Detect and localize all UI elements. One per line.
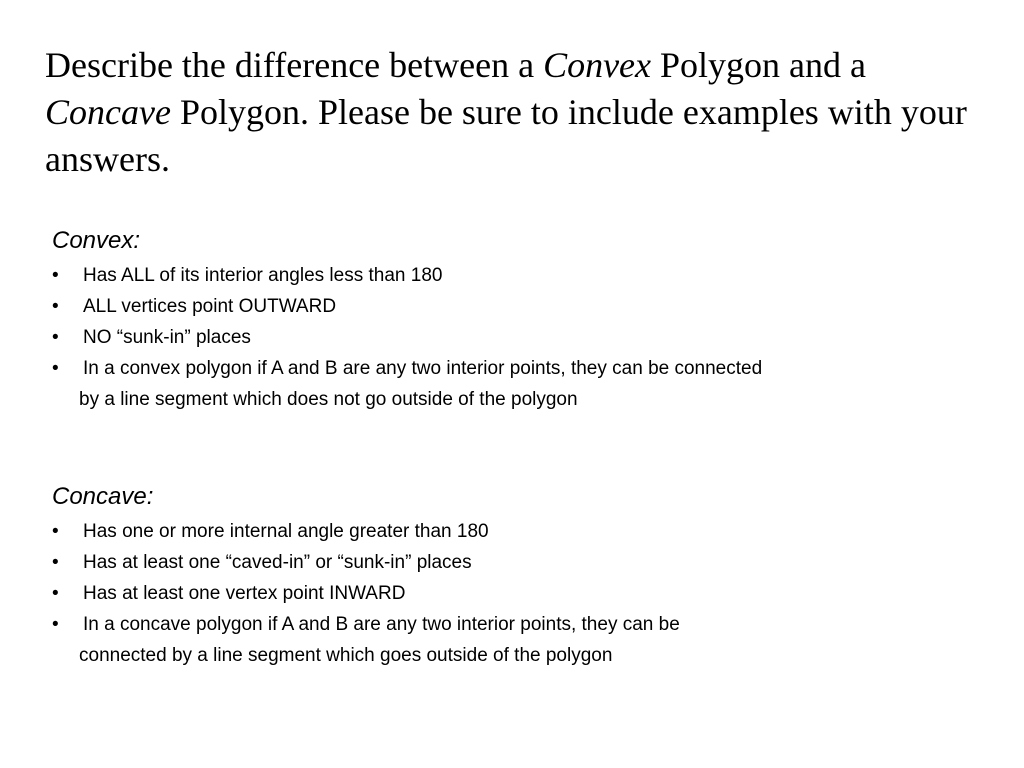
convex-bullet-list — [52, 260, 972, 415]
list-item — [52, 547, 972, 578]
list-item — [52, 322, 972, 353]
convex-section — [52, 224, 972, 415]
convex-item-text: NO “sunk-in” places — [83, 327, 251, 348]
list-item — [52, 516, 972, 547]
concave-heading: Concave: — [52, 483, 154, 510]
bullet-icon: • — [52, 583, 59, 604]
bullet-icon: • — [52, 358, 59, 379]
list-item — [52, 578, 972, 609]
concave-item-text: Has at least one “caved-in” or “sunk-in” places — [83, 552, 472, 573]
slide-title — [45, 42, 995, 183]
bullet-icon: • — [52, 521, 59, 542]
title-text-part-3: Polygon. Please be sure to include examples with your answers. — [45, 92, 967, 179]
convex-item-text: ALL vertices point OUTWARD — [83, 296, 337, 317]
list-item — [52, 291, 972, 322]
concave-item-continuation: connected by a line segment which goes outside of the polygon — [79, 645, 613, 666]
concave-section — [52, 480, 972, 671]
convex-heading: Convex: — [52, 227, 141, 254]
bullet-icon: • — [52, 614, 59, 635]
bullet-icon: • — [52, 552, 59, 573]
title-convex-word: Convex — [543, 45, 652, 85]
convex-item-text: In a convex polygon if A and B are any two interior points, they can be connected — [83, 358, 763, 379]
title-text-part-2: Polygon and a — [651, 45, 866, 85]
title-text-part-1: Describe the difference between a — [45, 45, 544, 85]
bullet-icon: • — [52, 265, 59, 286]
title-concave-word: Concave — [45, 92, 171, 132]
list-item — [52, 609, 972, 671]
concave-item-text: Has one or more internal angle greater than 180 — [83, 521, 489, 542]
convex-item-continuation: by a line segment which does not go outside of the polygon — [79, 389, 578, 410]
list-item — [52, 260, 972, 291]
bullet-icon: • — [52, 296, 59, 317]
concave-item-text: Has at least one vertex point INWARD — [83, 583, 406, 604]
concave-bullet-list — [52, 516, 972, 671]
list-item — [52, 353, 972, 415]
bullet-icon: • — [52, 327, 59, 348]
concave-item-text: In a concave polygon if A and B are any two interior points, they can be — [83, 614, 680, 635]
convex-item-text: Has ALL of its interior angles less than 180 — [83, 265, 443, 286]
